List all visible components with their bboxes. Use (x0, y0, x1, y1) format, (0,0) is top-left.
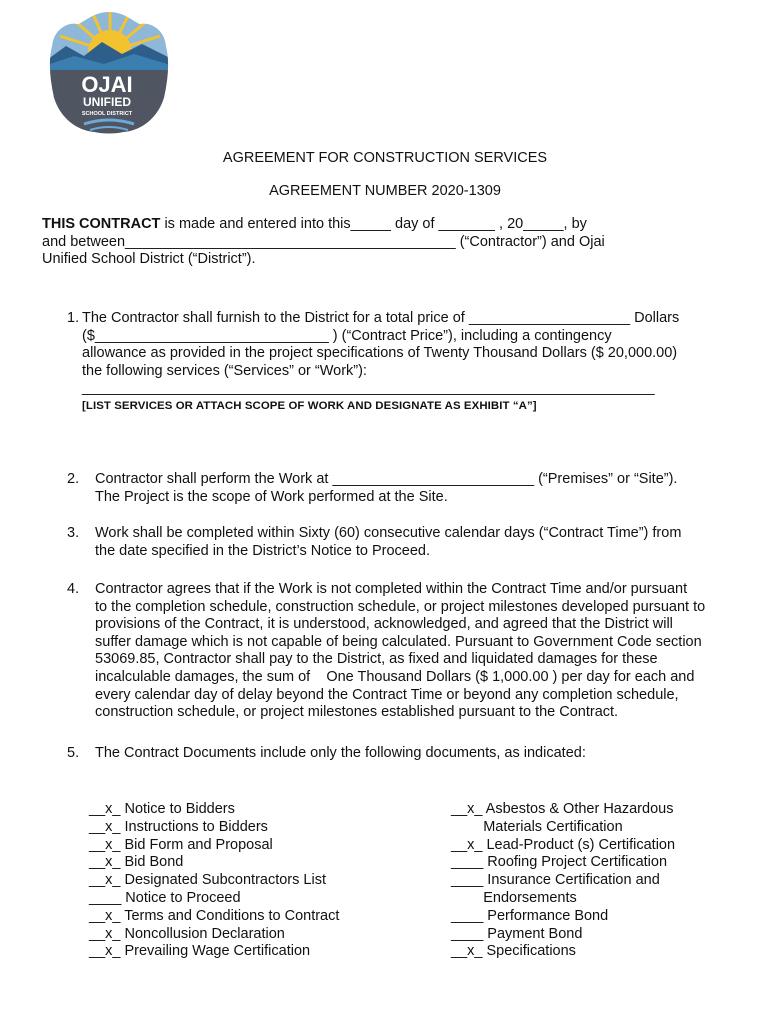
document-item: __x_ Prevailing Wage Certification (89, 943, 311, 960)
document-item: __x_ Designated Subcontractors List (89, 872, 326, 889)
document-item: __x_ Lead-Product (s) Certification (451, 836, 676, 853)
item-number: 2. (67, 471, 80, 487)
svg-text:SCHOOL DISTRICT: SCHOOL DISTRICT (81, 111, 133, 117)
item-line: 53069.85, Contractor shall pay to the District, as fixed and liquidated damages for these (95, 651, 658, 668)
document-item: ____ Performance Bond (451, 907, 609, 924)
item-3-text (95, 525, 681, 560)
item-number: 4. (67, 581, 80, 597)
item-line: to the completion schedule, construction schedule, or project milestones developed pursuant to (95, 598, 706, 615)
item-number: 3. (67, 525, 80, 541)
item-line: the date specified in the District’s Notice to Proceed. (95, 542, 431, 559)
documents-list-left (89, 801, 339, 961)
item-5-text (95, 745, 586, 763)
document-item: Materials Certification (451, 818, 623, 835)
document-item: ____ Roofing Project Certification (451, 854, 668, 871)
document-item: __x_ Bid Form and Proposal (89, 836, 273, 853)
document-item: __x_ Noncollusion Declaration (89, 925, 285, 942)
item-number: 5. (67, 745, 80, 761)
intro-bold: THIS CONTRACT (42, 216, 161, 232)
document-item: __x_ Terms and Conditions to Contract (89, 907, 340, 924)
item-line: The Contractor shall furnish to the District for a total price of ____________________ Dollars (82, 310, 680, 326)
intro-line-1: is made and entered into this_____ day of _______ , 20_____, by (160, 216, 587, 232)
document-item: ____ Payment Bond (451, 925, 583, 942)
item-line: provisions of the Contract, it is understood, acknowledged, and agreed that the District will (95, 616, 673, 633)
item-line: The Contract Documents include only the following documents, as indicated: (95, 745, 586, 761)
intro-paragraph (42, 216, 605, 269)
svg-text:UNIFIED: UNIFIED (83, 95, 131, 109)
item-line: the following services (“Services” or “Work”): (82, 362, 367, 379)
item-line: The Project is the scope of Work performed at the Site. (95, 488, 448, 505)
item-line: ($_____________________________ ) (“Contract Price”), including a contingency (82, 327, 612, 344)
document-item: ____ Notice to Proceed (89, 889, 241, 906)
item-line: Contractor shall perform the Work at _________________________ (“Premises” or “Site”). (95, 471, 678, 487)
item-line: construction schedule, or project milestones established pursuant to the Contract. (95, 704, 619, 721)
document-item: ____ Insurance Certification and (451, 872, 660, 889)
item-2-text (95, 471, 677, 506)
item-line: incalculable damages, the sum of One Thousand Dollars ($ 1,000.00 ) per day for each and (95, 668, 695, 685)
item-line: allowance as provided in the project specifications of Twenty Thousand Dollars ($ 20,000.00) (82, 345, 678, 362)
item-line: every calendar day of delay beyond the Contract Time or beyond any completion schedule, (95, 686, 679, 703)
scope-note: [LIST SERVICES OR ATTACH SCOPE OF WORK AND DESIGNATE AS EXHIBIT “A”] (82, 400, 537, 412)
svg-text:OJAI: OJAI (81, 72, 133, 97)
document-item: __x_ Asbestos & Other Hazardous (451, 801, 674, 817)
item-number: 1. (67, 310, 80, 326)
document-item: __x_ Bid Bond (89, 854, 184, 871)
ojai-unified-logo (44, 6, 174, 140)
document-item: __x_ Instructions to Bidders (89, 818, 268, 835)
item-1-text (82, 310, 679, 398)
agreement-number: AGREEMENT NUMBER 2020-1309 (269, 183, 501, 199)
intro-line-3: Unified School District (“District”). (42, 251, 256, 268)
item-line: Contractor agrees that if the Work is not completed within the Contract Time and/or pursuant (95, 581, 688, 597)
agreement-title: AGREEMENT FOR CONSTRUCTION SERVICES (222, 150, 548, 166)
item-line: suffer damage which is not capable of being calculated. Pursuant to Government Code section (95, 633, 702, 650)
intro-line-2: and between_________________________________________ (“Contractor”) and Ojai (42, 233, 605, 250)
document-item: __x_ Specifications (451, 943, 576, 960)
documents-list-right (451, 801, 675, 961)
item-4-text (95, 581, 705, 722)
document-item: Endorsements (451, 889, 577, 906)
item-line: _______________________________________________________________________ (82, 380, 655, 397)
item-line: Work shall be completed within Sixty (60) consecutive calendar days (“Contract Time”) from (95, 525, 682, 541)
document-item: __x_ Notice to Bidders (89, 801, 235, 817)
